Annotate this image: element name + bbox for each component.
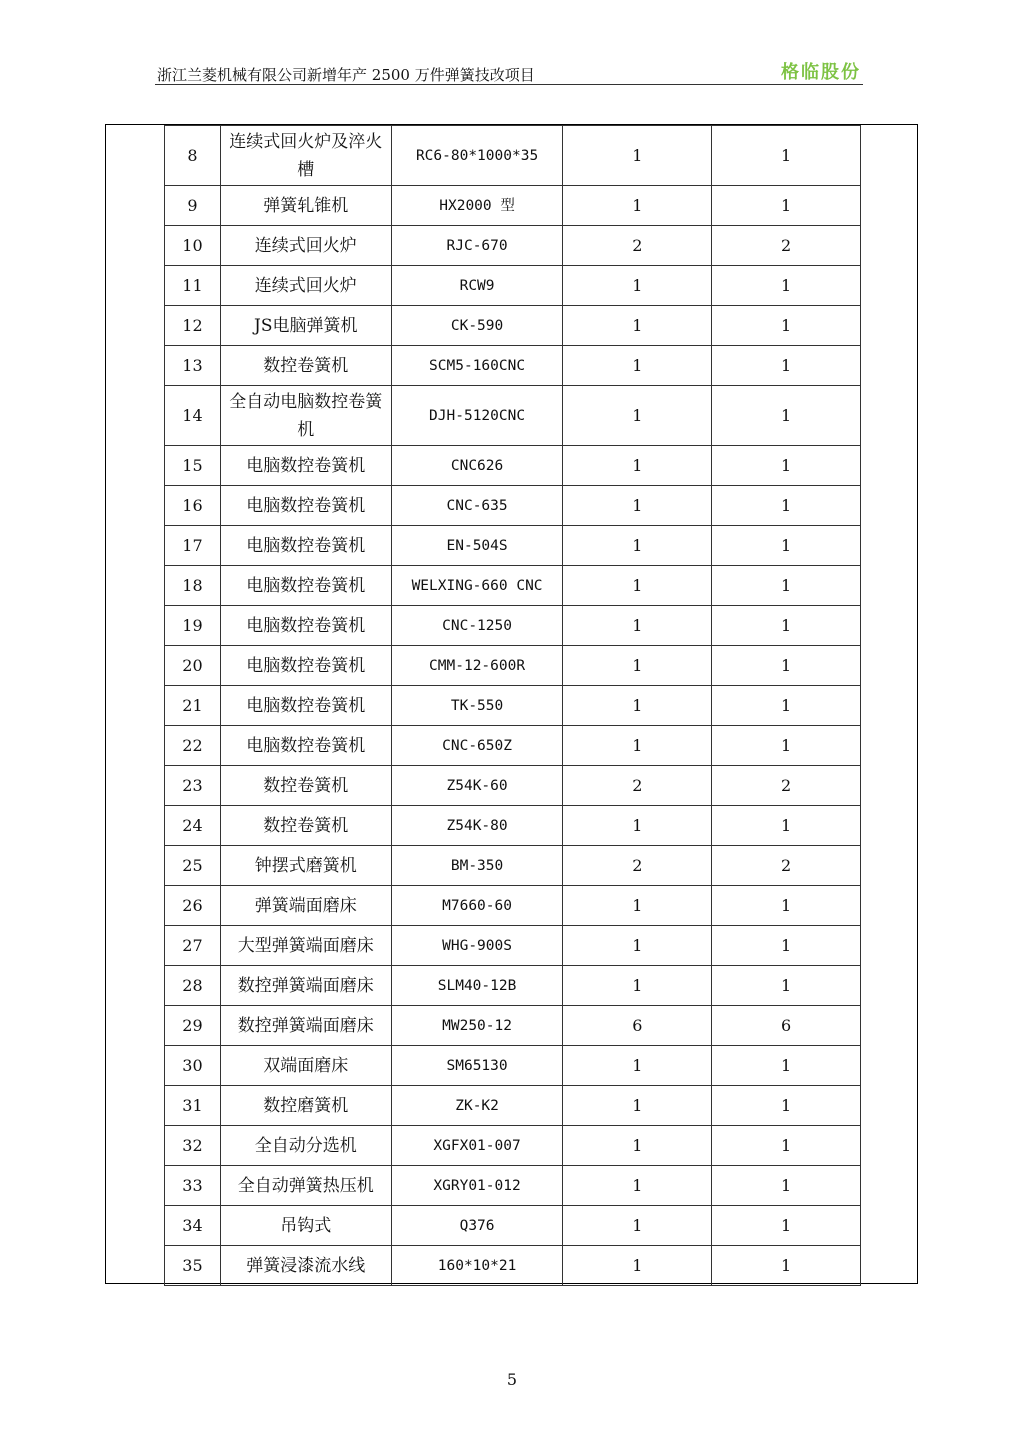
- row-number-cell: 8: [165, 126, 221, 186]
- quantity-cell-2: 1: [712, 486, 861, 526]
- quantity-cell-2: 2: [712, 766, 861, 806]
- quantity-cell: 1: [563, 966, 712, 1006]
- row-number-cell: 12: [165, 306, 221, 346]
- model-cell: RC6-80*1000*35: [391, 126, 563, 186]
- equipment-name-cell: 电脑数控卷簧机: [220, 606, 391, 646]
- table-row: [165, 386, 861, 446]
- table-row: [165, 1126, 861, 1166]
- quantity-cell-2: 1: [712, 806, 861, 846]
- equipment-name-cell: 双端面磨床: [220, 1046, 391, 1086]
- model-cell: ZK-K2: [391, 1086, 563, 1126]
- row-number-cell: 20: [165, 646, 221, 686]
- equipment-name-cell: 数控磨簧机: [220, 1086, 391, 1126]
- quantity-cell-2: 1: [712, 1206, 861, 1246]
- model-cell: CK-590: [391, 306, 563, 346]
- quantity-cell: 1: [563, 306, 712, 346]
- model-cell: XGRY01-012: [391, 1166, 563, 1206]
- equipment-name-cell: 电脑数控卷簧机: [220, 526, 391, 566]
- equipment-name-cell: JS电脑弹簧机: [220, 306, 391, 346]
- model-cell: WHG-900S: [391, 926, 563, 966]
- model-cell: XGFX01-007: [391, 1126, 563, 1166]
- model-cell: WELXING-660 CNC: [391, 566, 563, 606]
- equipment-name-cell: 数控卷簧机: [220, 766, 391, 806]
- quantity-cell: 1: [563, 806, 712, 846]
- quantity-cell: 1: [563, 1246, 712, 1286]
- model-cell: Q376: [391, 1206, 563, 1246]
- quantity-cell-2: 1: [712, 446, 861, 486]
- quantity-cell: 2: [563, 846, 712, 886]
- row-number-cell: 28: [165, 966, 221, 1006]
- model-cell: SCM5-160CNC: [391, 346, 563, 386]
- model-cell: Z54K-60: [391, 766, 563, 806]
- row-number-cell: 25: [165, 846, 221, 886]
- row-number-cell: 27: [165, 926, 221, 966]
- quantity-cell: 1: [563, 526, 712, 566]
- quantity-cell-2: 1: [712, 886, 861, 926]
- quantity-cell: 2: [563, 226, 712, 266]
- row-number-cell: 34: [165, 1206, 221, 1246]
- quantity-cell-2: 1: [712, 686, 861, 726]
- page-number: 5: [506, 1370, 518, 1389]
- table-row: [165, 886, 861, 926]
- model-cell: CNC-650Z: [391, 726, 563, 766]
- table-row: [165, 766, 861, 806]
- quantity-cell-2: 2: [712, 846, 861, 886]
- model-cell: SM65130: [391, 1046, 563, 1086]
- table-row: [165, 186, 861, 226]
- equipment-name-cell: 弹簧浸漆流水线: [220, 1246, 391, 1286]
- quantity-cell: 1: [563, 266, 712, 306]
- equipment-name-cell: 连续式回火炉: [220, 266, 391, 306]
- row-number-cell: 19: [165, 606, 221, 646]
- quantity-cell-2: 1: [712, 646, 861, 686]
- equipment-table-body: [165, 126, 861, 1286]
- table-row: [165, 726, 861, 766]
- table-row: [165, 806, 861, 846]
- quantity-cell: 1: [563, 686, 712, 726]
- equipment-name-cell: 吊钩式: [220, 1206, 391, 1246]
- equipment-name-cell: 电脑数控卷簧机: [220, 646, 391, 686]
- quantity-cell-2: 1: [712, 1246, 861, 1286]
- row-number-cell: 35: [165, 1246, 221, 1286]
- row-number-cell: 9: [165, 186, 221, 226]
- table-row: [165, 1246, 861, 1286]
- equipment-name-cell: 电脑数控卷簧机: [220, 686, 391, 726]
- table-row: [165, 446, 861, 486]
- quantity-cell-2: 1: [712, 1126, 861, 1166]
- quantity-cell: 2: [563, 766, 712, 806]
- model-cell: M7660-60: [391, 886, 563, 926]
- quantity-cell: 1: [563, 646, 712, 686]
- row-number-cell: 15: [165, 446, 221, 486]
- quantity-cell-2: 1: [712, 126, 861, 186]
- equipment-name-cell: 数控弹簧端面磨床: [220, 1006, 391, 1046]
- quantity-cell: 1: [563, 886, 712, 926]
- quantity-cell: 1: [563, 1126, 712, 1166]
- equipment-name-cell: 连续式回火炉及淬火槽: [220, 126, 391, 186]
- quantity-cell: 1: [563, 1166, 712, 1206]
- quantity-cell-2: 1: [712, 306, 861, 346]
- quantity-cell-2: 1: [712, 966, 861, 1006]
- equipment-name-cell: 电脑数控卷簧机: [220, 446, 391, 486]
- quantity-cell-2: 1: [712, 726, 861, 766]
- quantity-cell-2: 1: [712, 1046, 861, 1086]
- model-cell: Z54K-80: [391, 806, 563, 846]
- row-number-cell: 32: [165, 1126, 221, 1166]
- equipment-name-cell: 电脑数控卷簧机: [220, 566, 391, 606]
- table-row: [165, 266, 861, 306]
- model-cell: TK-550: [391, 686, 563, 726]
- equipment-name-cell: 全自动弹簧热压机: [220, 1166, 391, 1206]
- quantity-cell: 1: [563, 1206, 712, 1246]
- table-row: [165, 126, 861, 186]
- table-row: [165, 226, 861, 266]
- quantity-cell: 1: [563, 486, 712, 526]
- table-row: [165, 566, 861, 606]
- table-row: [165, 1046, 861, 1086]
- table-row: [165, 646, 861, 686]
- row-number-cell: 24: [165, 806, 221, 846]
- model-cell: CNC-1250: [391, 606, 563, 646]
- quantity-cell-2: 1: [712, 526, 861, 566]
- equipment-name-cell: 钟摆式磨簧机: [220, 846, 391, 886]
- equipment-name-cell: 数控弹簧端面磨床: [220, 966, 391, 1006]
- model-cell: MW250-12: [391, 1006, 563, 1046]
- row-number-cell: 16: [165, 486, 221, 526]
- quantity-cell-2: 1: [712, 186, 861, 226]
- model-cell: CMM-12-600R: [391, 646, 563, 686]
- equipment-name-cell: 电脑数控卷簧机: [220, 486, 391, 526]
- brand-logo: 格临股份: [781, 62, 861, 83]
- table-row: [165, 686, 861, 726]
- row-number-cell: 33: [165, 1166, 221, 1206]
- table-row: [165, 926, 861, 966]
- table-row: [165, 346, 861, 386]
- row-number-cell: 13: [165, 346, 221, 386]
- quantity-cell-2: 1: [712, 1086, 861, 1126]
- quantity-cell: 1: [563, 726, 712, 766]
- row-number-cell: 30: [165, 1046, 221, 1086]
- row-number-cell: 26: [165, 886, 221, 926]
- quantity-cell: 1: [563, 926, 712, 966]
- row-number-cell: 11: [165, 266, 221, 306]
- model-cell: HX2000 型: [391, 186, 563, 226]
- quantity-cell: 1: [563, 346, 712, 386]
- row-number-cell: 17: [165, 526, 221, 566]
- quantity-cell: 1: [563, 1086, 712, 1126]
- quantity-cell-2: 1: [712, 606, 861, 646]
- quantity-cell-2: 2: [712, 226, 861, 266]
- quantity-cell: 1: [563, 1046, 712, 1086]
- page-header: [155, 58, 863, 85]
- equipment-name-cell: 电脑数控卷簧机: [220, 726, 391, 766]
- quantity-cell: 1: [563, 566, 712, 606]
- table-row: [165, 1206, 861, 1246]
- row-number-cell: 29: [165, 1006, 221, 1046]
- equipment-name-cell: 全自动电脑数控卷簧机: [220, 386, 391, 446]
- table-row: [165, 526, 861, 566]
- table-row: [165, 846, 861, 886]
- equipment-name-cell: 连续式回火炉: [220, 226, 391, 266]
- model-cell: BM-350: [391, 846, 563, 886]
- quantity-cell-2: 1: [712, 346, 861, 386]
- quantity-cell: 6: [563, 1006, 712, 1046]
- table-row: [165, 1006, 861, 1046]
- equipment-name-cell: 弹簧端面磨床: [220, 886, 391, 926]
- table-row: [165, 966, 861, 1006]
- equipment-name-cell: 数控卷簧机: [220, 346, 391, 386]
- equipment-name-cell: 全自动分选机: [220, 1126, 391, 1166]
- model-cell: SLM40-12B: [391, 966, 563, 1006]
- row-number-cell: 23: [165, 766, 221, 806]
- table-row: [165, 1166, 861, 1206]
- equipment-name-cell: 弹簧轧锥机: [220, 186, 391, 226]
- quantity-cell: 1: [563, 126, 712, 186]
- project-title: 浙江兰菱机械有限公司新增年产 2500 万件弹簧技改项目: [157, 66, 535, 84]
- model-cell: CNC-635: [391, 486, 563, 526]
- quantity-cell-2: 1: [712, 386, 861, 446]
- row-number-cell: 31: [165, 1086, 221, 1126]
- equipment-name-cell: 大型弹簧端面磨床: [220, 926, 391, 966]
- row-number-cell: 22: [165, 726, 221, 766]
- quantity-cell-2: 1: [712, 566, 861, 606]
- row-number-cell: 18: [165, 566, 221, 606]
- model-cell: 160*10*21: [391, 1246, 563, 1286]
- quantity-cell: 1: [563, 186, 712, 226]
- row-number-cell: 21: [165, 686, 221, 726]
- table-row: [165, 1086, 861, 1126]
- quantity-cell: 1: [563, 446, 712, 486]
- quantity-cell-2: 1: [712, 926, 861, 966]
- table-row: [165, 306, 861, 346]
- row-number-cell: 10: [165, 226, 221, 266]
- model-cell: CNC626: [391, 446, 563, 486]
- table-row: [165, 486, 861, 526]
- model-cell: EN-504S: [391, 526, 563, 566]
- quantity-cell-2: 1: [712, 1166, 861, 1206]
- table-row: [165, 606, 861, 646]
- equipment-name-cell: 数控卷簧机: [220, 806, 391, 846]
- row-number-cell: 14: [165, 386, 221, 446]
- equipment-table: [164, 125, 861, 1286]
- model-cell: DJH-5120CNC: [391, 386, 563, 446]
- model-cell: RJC-670: [391, 226, 563, 266]
- model-cell: RCW9: [391, 266, 563, 306]
- quantity-cell: 1: [563, 386, 712, 446]
- quantity-cell-2: 1: [712, 266, 861, 306]
- quantity-cell-2: 6: [712, 1006, 861, 1046]
- quantity-cell: 1: [563, 606, 712, 646]
